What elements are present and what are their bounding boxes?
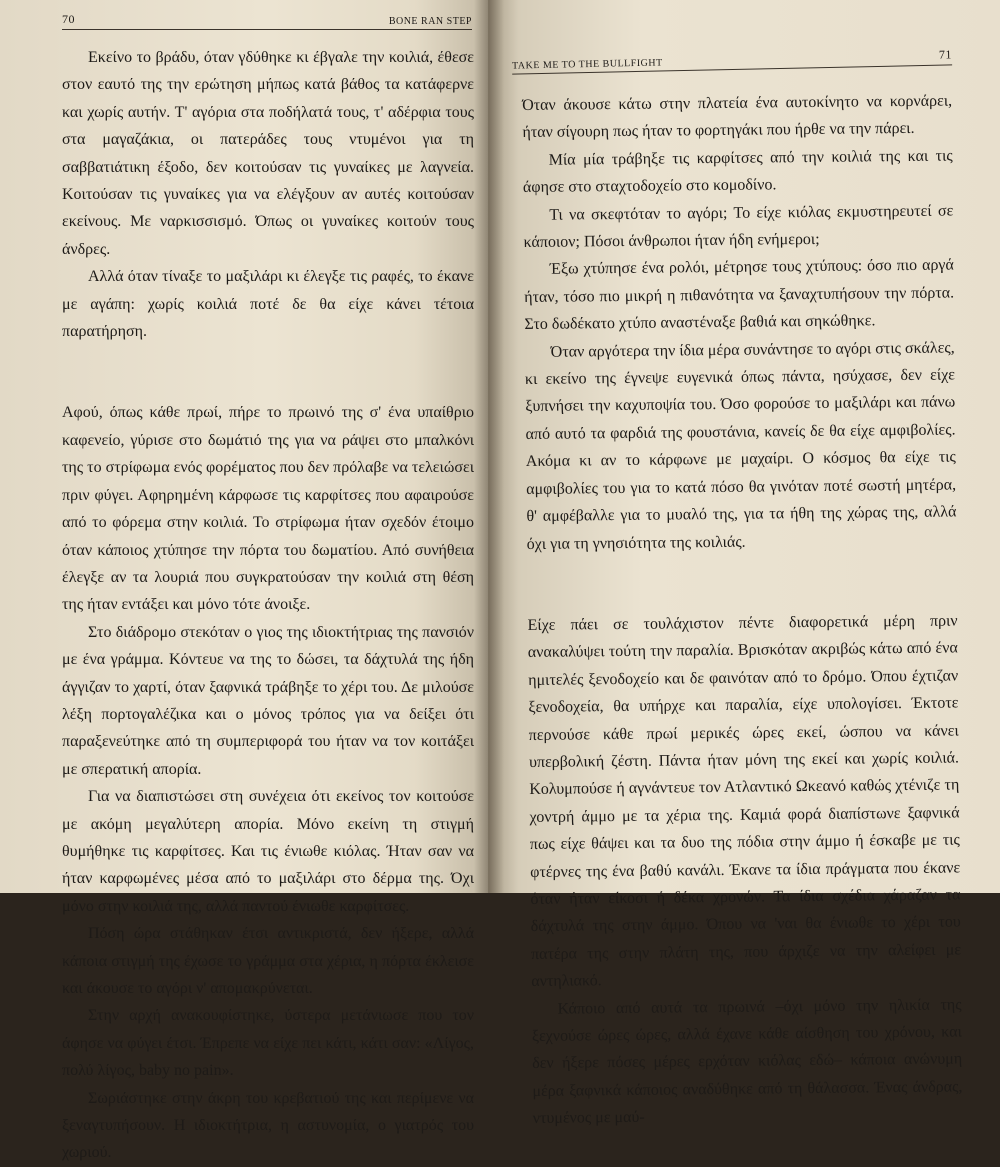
- paragraph: Αλλά όταν τίναξε το μαξιλάρι κι έλεγξε τις ραφές, το έκανε με αγάπη: χωρίς κοιλιά ποτέ δε θα είχε κάνει τέτοια παρατήρηση.: [62, 268, 474, 341]
- paragraph: Κάποιο από αυτά τα πρωινά –όχι μόνο την ηλικία της ξεχνούσε ώρες ώρες, αλλά έχανε κάθε αίσθηση του χρόνου, και δεν ήξερε πόσες μέρες ερχόταν κιόλας εδώ– κάποια ανώνυμη μέρα ξαφνικά κάποιος αναδύθηκε από τη θάλασσα. Ένας άνδρας, ντυμένος με μαύ-: [531, 996, 963, 1128]
- paragraph: Στην αρχή ανακουφίστηκε, ύστερα μετάνιωσε που τον άφησε να φύγει έτσι. Έπρεπε να είχε πει κάτι, κάτι σαν: «Λίγος, πολύ λίγος, baby no pain».: [62, 1007, 474, 1080]
- paragraph: Σωριάστηκε στην άκρη του κρεβατιού της και περίμενε να ξεναγτυπήσουν. Η ιδιοκτήτρια, η αστυνομία, ο γιατρός του χωριού.: [62, 1089, 474, 1162]
- running-head: BONE RAN STEP: [388, 16, 472, 27]
- paragraph: Για να διαπιστώσει στη συνέχεια ότι εκείνος τον κοιτούσε με ακόμη μεγαλύτερη απορία. Μόνο εκείνη τη στιγμή θυμήθηκε τις καρφίτσες. Και τις ένιωθε κιόλας. Ήταν σαν να ήταν καρφωμένες μέσα από το μαξιλάρι στο δέρμα της. Όχι μόνο στην κοιλιά της, αλλά παντού ένιωθε καρφίτσες.: [62, 788, 474, 915]
- paragraph: Αφού, όπως κάθε πρωί, πήρε το πρωινό της σ' ένα υπαίθριο καφενείο, γύρισε στο δωμάτιό της για να ράψει στο μπαλκόνι της το στρίφωμα ενός φορέματος που δεν πρόλαβε να τελειώσει πριν φύγει. Αφηρημένη κάρφωσε τις καρφίτσες που αφαιρούσε από το φόρεμα στην κοιλιά. Το στρίφωμα ήταν σχεδόν έτοιμο όταν κάποιος χτύπησε την πόρτα του δωματίου. Από συνήθεια έλεγξε αν τα λουριά που συγκρατούσαν την κοιλιά στη θέση της ήταν εντάξει και μόνο τότε άνοιξε.: [62, 404, 474, 614]
- right-page: [488, 0, 1000, 1128]
- running-head: TAKE ME TO THE BULLFIGHT: [511, 57, 663, 72]
- left-page-header: [62, 12, 472, 30]
- paragraph: Στο διάδρομο στεκόταν ο γιος της ιδιοκτήτριας της πανσιόν με ένα γράμμα. Κόντευε να της το δώσει, τα δάχτυλά της ήδη άγγιζαν το χαρτί, όταν ξαφνικά τράβηξε το χέρι του. Δε μιλούσε λέξη πορτογαλέζικα και ο μόνος τρόπος για να δείξει ότι παραξενεύτηκε από τη συμπεριφορά του ήταν να τον κοιτάξει με σπερατική απορία.: [62, 623, 474, 778]
- book-gutter: [474, 0, 504, 893]
- right-page-text: [522, 87, 963, 1132]
- paragraph: Είχε πάει σε τουλάχιστον πέντε διαφορετικά μέρη πριν ανακαλύψει τούτη την παραλία. Βρισκόταν ακριβώς κάτω από ένα ημιτελές ξενοδοχείο και δε φαινόταν από το δρόμο. Όπου έχτιζαν ξενοδοχεία, θα υπήρχε και παραλία, είχε υπολογίσει. Έκτοτε περνούσε κάθε πρωί μερικές ώρες εκεί, ώσπου να κάνει υπερβολική ζέστη. Πάντα ήταν μόνη της εκεί και χωρίς κοιλιά. Κολυμπούσε ή αγνάντευε τον Ατλαντικό Ωκεανό καθώς χτένιζε τη χοντρή άμμο με τα χέρια της. Καμιά φορά διαπίστωνε ξαφνικά πως είχε θάψει και τα δυο της πόδια στην άμμο ή έσκαβε με τις φτέρνες της ένα βαθύ κανάλι. Έκανε τα ίδια πράγματα που έκανε όταν ήταν είκοσι ή δέκα χρονών. Τα ίδια σχέδια χάραζαν τα δάχτυλά της στην άμμο. Όπου να 'ναι θα ένιωθε το χέρι του πατέρα της στην πλάτη της, που άρχιζε να την αλείφει με αντηλιακό.: [527, 612, 962, 991]
- paragraph: Έξω χτύπησε ένα ρολόι, μέτρησε τους χτύπους: όσο πιο αργά ήταν, τόσο πιο μικρή η πιθανότητα να ξαναχτυπήσουν την πόρτα. Στο δωδέκατο χτύπο αναστέναξε βαθιά και σηκώθηκε.: [524, 256, 955, 334]
- page-number: 70: [62, 12, 75, 26]
- page-number: 71: [938, 47, 953, 62]
- paragraph: Όταν άκουσε κάτω στην πλατεία ένα αυτοκίνητο να κορνάρει, ήταν σίγουρη πως ήταν το φορτηγάκι που ήρθε να την πάρει.: [522, 92, 953, 142]
- paragraph: Πόση ώρα στάθηκαν έτσι αντικριστά, δεν ήξερε, αλλά κάποια στιγμή της έχωσε το γράμμα στα χέρια, η πόρτα έκλεισε και άκουσε το αγόρι ν' απομακρύνεται.: [62, 925, 474, 997]
- paragraph: Εκείνο το βράδυ, όταν γδύθηκε κι έβγαλε την κοιλιά, έθεσε στον εαυτό της την ερώτηση μήπως κατά βάθος τα κατάφερνε και χωρίς αυτήν. Τ' αγόρια στα ποδήλατά τους, τ' αδέρφια τους στα μαγαζάκια, οι πατεράδες τους ντυμένοι για τη σαββατιάτικη έξοδο, δεν κοιτούσαν τις γυναίκες με λαγνεία. Κοιτούσαν τις γυναίκες για να ελέγξουν αν αυτές κοιτούσαν εκείνους. Με ναρκισσισμό. Όπως οι γυναίκες κοιτούν τους άνδρες.: [62, 49, 474, 258]
- right-page-header: [512, 47, 952, 74]
- left-page-text: [62, 44, 474, 1167]
- paragraph: Τι να σκεφτόταν το αγόρι; Το είχε κιόλας εκμυστηρευτεί σε κάποιον; Πόσοι άνθρωποι ήταν ήδη ενήμεροι;: [523, 202, 954, 252]
- paragraph: Όταν αργότερα την ίδια μέρα συνάντησε το αγόρι στις σκάλες, κι εκείνο της έγνεψε ευγενικά όπως πάντα, ησύχασε, δεν είχε ξυπνήσει την καχυποψία του. Όσο φορούσε το μαξιλάρι και πάνω από αυτό τα φαρδιά της φουστάνια, κανείς δε θα είχε αμφιβολίες. Ακόμα κι αν το κάρφωνε με μαχαίρι. Ο κόσμος θα είχε τις αμφιβολίες του για το κατά πόσο θα γινόταν ποτέ σωστή μητέρα, θ' αμφέβαλλε για το μυαλό της, για τα ήθη της χώρας της, αλλά όχι για τη γνησιότητα της κοιλιάς.: [524, 339, 957, 553]
- paragraph: Μία μία τράβηξε τις καρφίτσες από την κοιλιά της και τις άφησε στο σταχτοδοχείο στο κομοδίνο.: [522, 147, 953, 197]
- left-page: [0, 0, 488, 1162]
